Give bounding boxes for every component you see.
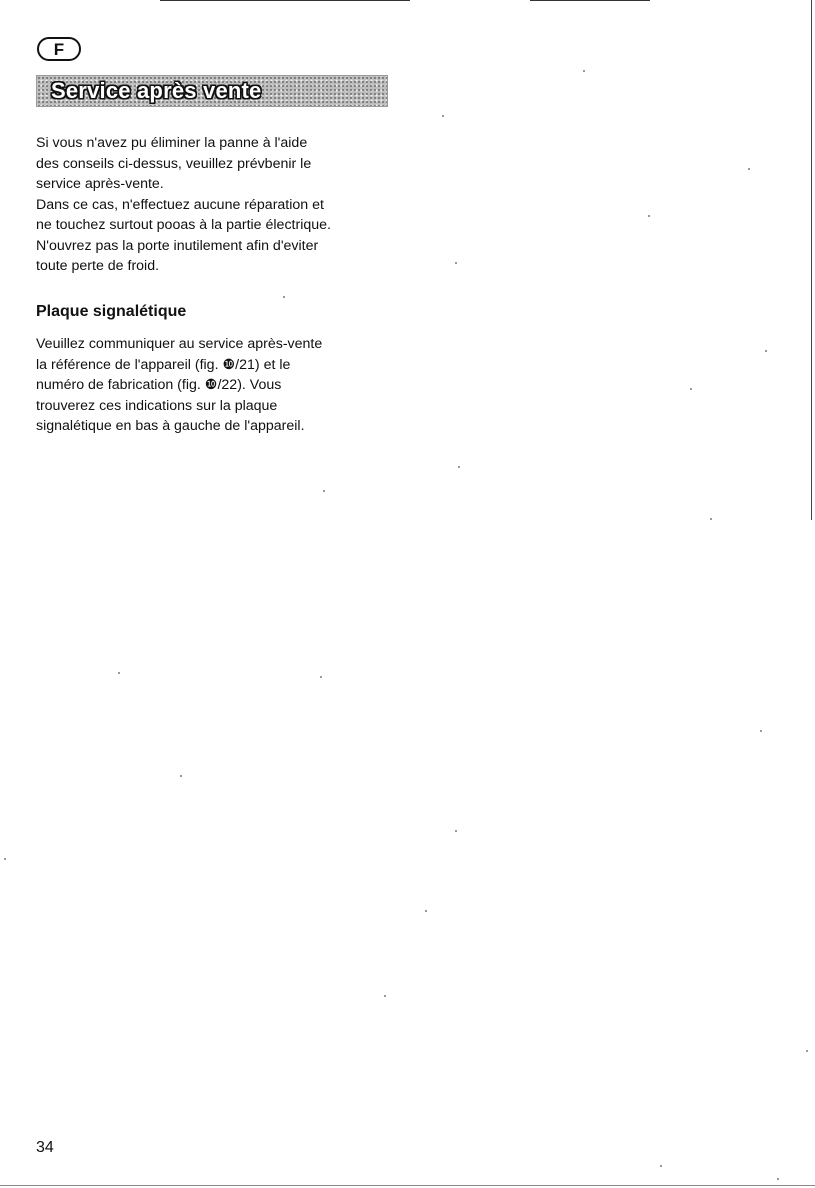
scan-speck <box>320 676 322 678</box>
scan-speck <box>323 490 325 492</box>
scan-edge-right <box>811 0 812 520</box>
page-number: 34 <box>36 1139 54 1156</box>
language-badge <box>37 37 81 61</box>
scan-speck <box>442 115 444 117</box>
scan-speck <box>118 672 120 674</box>
scan-speck <box>748 168 750 170</box>
paragraph-line: trouverez ces indications sur la plaque <box>36 397 278 414</box>
paragraph-line: N'ouvrez pas la porte inutilement afin d'eviter <box>36 237 319 254</box>
scan-speck <box>455 830 457 832</box>
scan-speck <box>283 296 285 298</box>
scan-speck <box>806 1050 808 1052</box>
paragraph-line: numéro de fabrication (fig. ❿/22). Vous <box>36 377 282 393</box>
paragraph-line: signalétique en bas à gauche de l'appareil. <box>36 418 305 434</box>
section-heading: Plaque signalétique <box>36 303 187 320</box>
paragraph-line: ne touchez surtout pooas à la partie électrique. <box>36 217 331 233</box>
scan-speck <box>425 910 427 912</box>
intro-paragraph <box>36 133 406 277</box>
paragraph-line: des conseils ci-dessus, veuillez prévbenir le <box>36 155 312 172</box>
scan-speck <box>384 995 386 997</box>
paragraph-line: Veuillez communiquer au service après-vente <box>36 336 323 352</box>
scan-speck <box>760 730 762 732</box>
scan-speck <box>648 215 650 217</box>
scan-speck <box>710 518 712 520</box>
scan-speck <box>455 262 457 264</box>
paragraph-line: Dans ce cas, n'effectuez aucune réparation et <box>36 196 324 213</box>
paragraph-line: la référence de l'appareil (fig. ❿/21) et le <box>36 356 291 373</box>
scan-edge-top <box>160 0 410 1</box>
scan-speck <box>777 1178 779 1180</box>
scan-edge-top-right <box>530 0 650 1</box>
title-banner <box>36 75 388 107</box>
rating-plate-paragraph <box>36 334 406 437</box>
scan-speck <box>660 1165 662 1167</box>
scan-edge-bottom <box>0 1185 815 1186</box>
page-title: Service après vente <box>51 78 262 103</box>
scan-speck <box>583 70 585 72</box>
scan-speck <box>765 350 767 352</box>
scan-speck <box>458 466 460 468</box>
scan-speck <box>180 775 182 777</box>
paragraph-line: service après-vente. <box>36 176 164 192</box>
scan-speck <box>690 388 692 390</box>
paragraph-line: toute perte de froid. <box>36 258 160 274</box>
scan-speck <box>4 858 6 860</box>
language-badge-label: F <box>53 39 65 59</box>
paragraph-line: Si vous n'avez pu éliminer la panne à l'aide <box>36 135 308 151</box>
